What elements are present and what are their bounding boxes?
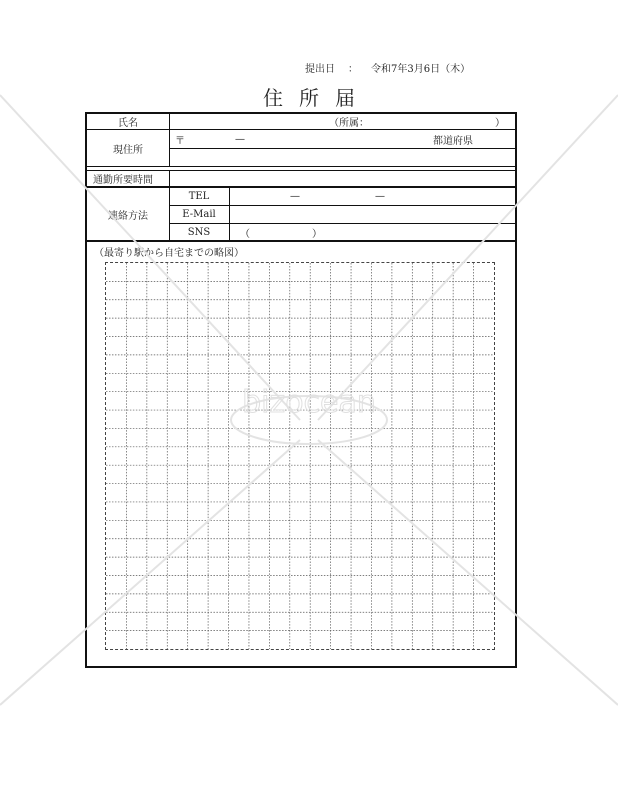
map-sketch-area[interactable] (87, 242, 515, 666)
watermark-text: bizocean (242, 385, 376, 420)
submit-date-value: 令和7年3月6日（木） (371, 64, 471, 75)
tel-label: TEL (188, 191, 210, 202)
date-colon: ： (348, 64, 358, 75)
address-form (85, 112, 517, 668)
address-row (87, 130, 515, 167)
map-label: （最寄り駅から自宅までの略図） (94, 248, 244, 259)
tel-dash-1: — (290, 191, 300, 202)
postal-mark: 〒 (175, 135, 185, 147)
affiliation-open: （所属： (329, 118, 369, 129)
contact-label: 連絡方法 (108, 210, 148, 222)
map-grid (105, 262, 495, 650)
page-title: 住所届 (263, 86, 371, 110)
submit-date-label: 提出日 (305, 64, 335, 75)
affiliation-close: ） (495, 118, 505, 129)
sns-label: SNS (187, 227, 211, 238)
commute-row (87, 167, 515, 188)
commute-label: 通勤所要時間 (93, 174, 153, 186)
tel-dash-2: — (375, 191, 385, 202)
submit-date-line (305, 60, 470, 75)
name-row (87, 114, 515, 130)
name-label: 氏名 (118, 118, 138, 129)
contact-section (87, 188, 515, 242)
address-label: 現住所 (113, 144, 143, 156)
email-label: E-Mail (182, 208, 216, 220)
sns-close: ） (312, 229, 322, 240)
postal-dash: — (235, 133, 245, 145)
sns-open: （ (240, 229, 250, 240)
prefecture-label: 都道府県 (433, 135, 473, 147)
